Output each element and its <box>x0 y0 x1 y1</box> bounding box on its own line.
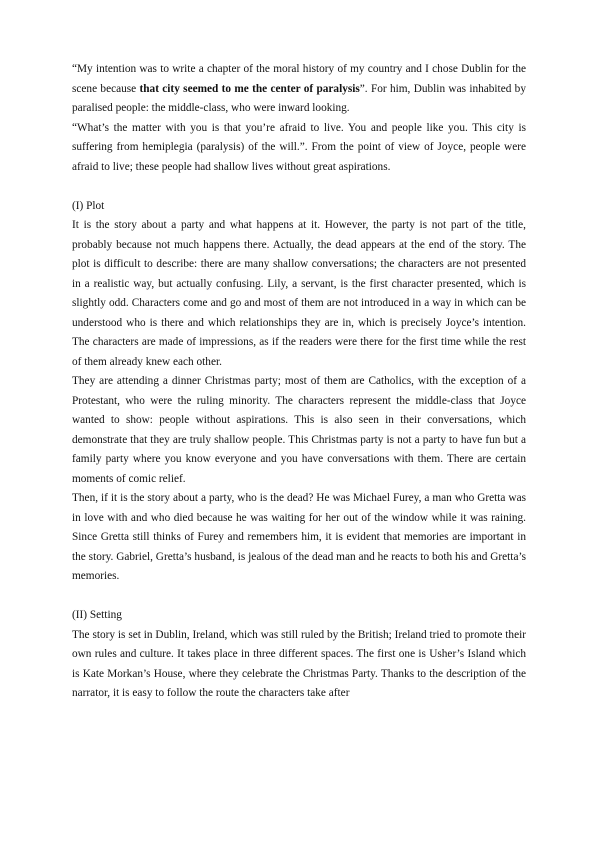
plot-paragraph-3: Then, if it is the story about a party, who is the dead? He was Michael Furey, a man who Gretta was in love with and who died because he was waiting for her out of the window while it was raining. Since Gretta still thinks of Furey and remembers him, it is evident that memories are important in the story. Gabriel, Gretta’s husband, is jealous of the dead man and he reacts to both his and Gretta’s memories. <box>72 492 526 582</box>
plot-paragraph-2: They are attending a dinner Christmas party; most of them are Catholics, with the exception of a Protestant, who were the ruling minority. The characters represent the middle-class that Joyce wanted to show: people without aspirations. This is also seen in their conversations, which demonstrate that they are truly shallow people. This Christmas party is not a party to have fun but a family party where you know everyone and you have conversations with them. There are certain moments of comic relief. <box>72 375 526 485</box>
intro-paragraph-2: “What’s the matter with you is that you’re afraid to live. You and people like you. This city is suffering from hemiplegia (paralysis) of the will.”. From the point of view of Joyce, people were afraid to live; these people had shallow lives without great aspirations. <box>72 121 526 173</box>
plot-heading: (I) Plot <box>72 199 105 212</box>
document-page <box>72 60 526 704</box>
setting-heading: (II) Setting <box>72 609 122 621</box>
intro-text-before: “My intention was to write a chapter of the moral history of my country and I chose Dublin for the scene because <box>72 63 526 95</box>
setting-paragraph: The story is set in Dublin, Ireland, which was still ruled by the British; Ireland tried to promote their own rules and culture. It takes place in three different spaces. The first one is Usher’s Island which is Kate Morkan’s House, where they celebrate the Christmas Party. Thanks to the description of the narrator, it is easy to follow the route the characters take after <box>72 628 526 699</box>
spacer <box>72 587 526 607</box>
intro-bold-quote: that city seemed to me the center of paralysis <box>139 82 360 95</box>
spacer <box>72 177 526 197</box>
intro-paragraph-1 <box>72 60 526 119</box>
plot-paragraph-1: It is the story about a party and what happens at it. However, the party is not part of the title, probably because not much happens there. Actually, the dead appears at the end of the story. The plot is difficult to describe: there are many shallow conversations; the characters are not presented in a realistic way, but actually confusing. Lily, a servant, is the first character presented, which is slightly odd. Characters come and go and most of them are not introduced in a way in which can be understood who is there and which relationships they are in, which is precisely Joyce’s intention. The characters are made of impressions, as if the readers were there for the first time while the rest of them already knew each other. <box>72 219 526 368</box>
intro-text-after: ”. For him, Dublin was inhabited by paralised people: the middle-class, who were inward looking. <box>72 82 526 114</box>
